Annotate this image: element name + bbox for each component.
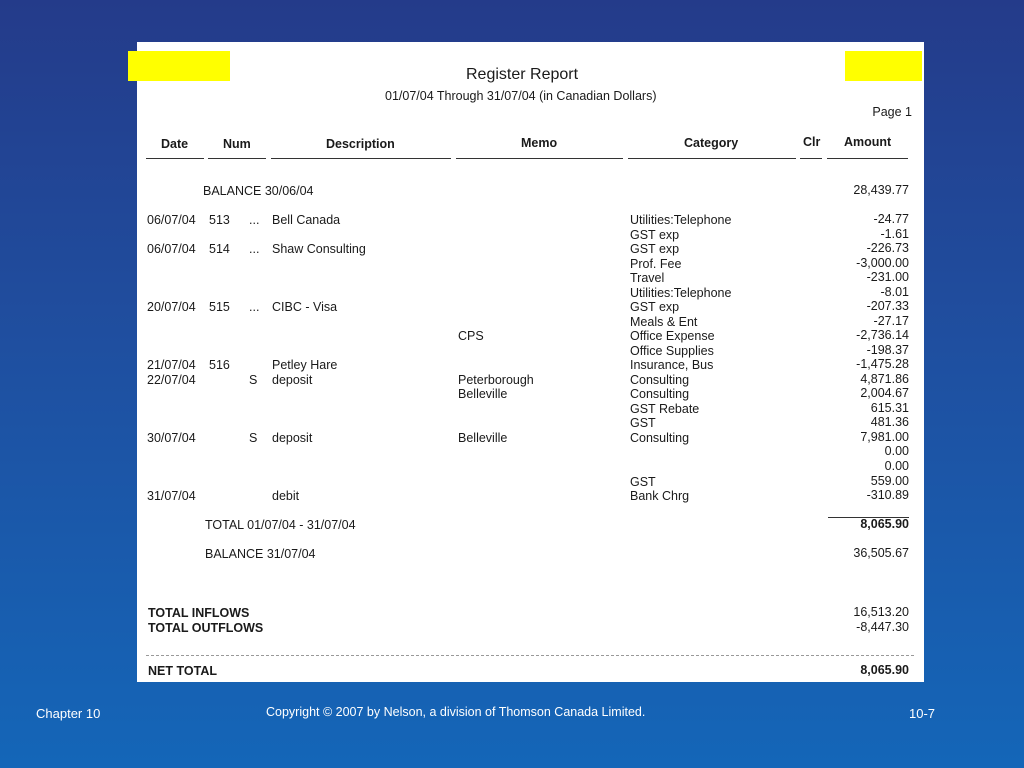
col-header-category: Category [684, 136, 739, 150]
period-total-amount: 8,065.90 [860, 517, 909, 531]
tx-category: Prof. Fee [630, 256, 682, 271]
tx-category: GST exp [630, 227, 680, 242]
report-title: Register Report [466, 66, 579, 83]
tx-amount: 559.00 [870, 473, 909, 488]
tx-category: Office Supplies [630, 343, 714, 358]
tx-amount: 0.00 [884, 459, 909, 473]
tx-amount: -8.01 [880, 284, 909, 299]
col-header-clr: Clr [803, 135, 821, 149]
tx-amount: 481.36 [870, 415, 909, 430]
copyright-notice: Copyright © 2007 by Nelson, a division of Thomson Canada Limited. [266, 705, 646, 719]
tx-memo: CPS [458, 329, 484, 344]
header-underline [628, 158, 796, 159]
tx-category: Utilities:Telephone [630, 285, 732, 300]
tx-num: 514 [209, 242, 230, 257]
tx-amount: 7,981.00 [860, 429, 909, 444]
tx-amount: 0.00 [884, 444, 909, 459]
tx-amount: -207.33 [866, 299, 909, 314]
register-report-sheet [137, 42, 924, 682]
tx-num: 515 [209, 300, 230, 315]
period-total-label: TOTAL 01/07/04 - 31/07/04 [205, 518, 356, 532]
tx-flag: S [249, 372, 258, 387]
tx-num: 513 [209, 213, 230, 227]
tx-description: debit [272, 489, 300, 504]
header-underline [800, 158, 822, 159]
tx-amount: -27.17 [873, 313, 909, 328]
tx-date: 30/07/04 [147, 430, 196, 445]
tx-category: GST [630, 416, 656, 431]
closing-balance-label: BALANCE 31/07/04 [205, 547, 316, 561]
tx-category: Consulting [630, 372, 690, 387]
tx-date: 21/07/04 [147, 358, 196, 373]
tx-category: GST [630, 474, 656, 489]
opening-balance-label: BALANCE 30/06/04 [203, 184, 314, 198]
tx-amount: -24.77 [873, 212, 909, 226]
total-outflows-amount: -8,447.30 [856, 620, 909, 634]
header-underline [827, 158, 908, 159]
tx-date: 06/07/04 [147, 242, 196, 257]
tx-amount: 615.31 [870, 400, 909, 415]
tx-description: deposit [272, 430, 313, 445]
header-underline [146, 158, 204, 159]
tx-amount: -3,000.00 [856, 255, 909, 270]
report-subtitle: 01/07/04 Through 31/07/04 (in Canadian Dollars) [385, 89, 657, 103]
tx-category: Travel [630, 271, 665, 286]
net-total-rule [146, 655, 914, 656]
tx-category: Consulting [630, 387, 690, 402]
tx-amount: -231.00 [866, 270, 909, 285]
tx-date: 31/07/04 [147, 489, 196, 504]
total-inflows-amount: 16,513.20 [853, 605, 909, 619]
tx-description: CIBC - Visa [272, 300, 338, 315]
closing-balance-amount: 36,505.67 [853, 546, 909, 560]
tx-date: 06/07/04 [147, 213, 196, 227]
tx-flag: ... [249, 300, 260, 315]
tx-category: GST Rebate [630, 401, 700, 416]
tx-amount: -226.73 [866, 241, 909, 256]
tx-description: Petley Hare [272, 358, 338, 373]
tx-category: Meals & Ent [630, 314, 698, 329]
tx-memo: Peterborough [458, 372, 534, 387]
tx-description: Bell Canada [272, 213, 341, 227]
tx-category: GST exp [630, 300, 680, 315]
header-underline [456, 158, 623, 159]
tx-flag: ... [249, 242, 260, 257]
tx-date: 20/07/04 [147, 300, 196, 315]
col-header-num: Num [223, 137, 251, 151]
tx-flag: ... [249, 213, 260, 227]
yellow-highlight-left [128, 51, 230, 81]
tx-description: deposit [272, 372, 313, 387]
net-total-label: NET TOTAL [148, 664, 217, 678]
col-header-description: Description [326, 137, 395, 151]
col-header-amount: Amount [844, 135, 892, 149]
tx-category: Bank Chrg [630, 489, 690, 504]
tx-amount: 4,871.86 [860, 371, 909, 386]
tx-flag: S [249, 430, 258, 445]
tx-amount: -1,475.28 [856, 357, 909, 372]
total-inflows-label: TOTAL INFLOWS [148, 606, 250, 620]
tx-category: Utilities:Telephone [630, 213, 732, 227]
total-outflows-label: TOTAL OUTFLOWS [148, 621, 264, 635]
tx-category: Office Expense [630, 329, 715, 344]
col-header-date: Date [161, 137, 189, 151]
yellow-highlight-right [845, 51, 922, 81]
tx-category: Insurance, Bus [630, 358, 714, 373]
tx-category: GST exp [630, 242, 680, 257]
tx-amount: 2,004.67 [860, 386, 909, 401]
header-underline [271, 158, 451, 159]
header-underline [208, 158, 266, 159]
tx-date: 22/07/04 [147, 372, 196, 387]
tx-memo: Belleville [458, 430, 508, 445]
tx-amount: -2,736.14 [856, 328, 909, 343]
tx-amount: -1.61 [880, 226, 909, 241]
net-total-amount: 8,065.90 [860, 663, 909, 677]
tx-memo: Belleville [458, 387, 508, 402]
tx-num: 516 [209, 358, 230, 373]
tx-amount: -310.89 [866, 488, 909, 503]
chapter-label: Chapter 10 [36, 706, 101, 721]
page-number: Page 1 [872, 105, 912, 119]
opening-balance-amount: 28,439.77 [853, 183, 909, 197]
tx-description: Shaw Consulting [272, 242, 366, 257]
tx-category: Consulting [630, 430, 690, 445]
tx-amount: -198.37 [866, 342, 909, 357]
slide-number: 10-7 [909, 706, 936, 721]
col-header-memo: Memo [521, 136, 558, 150]
